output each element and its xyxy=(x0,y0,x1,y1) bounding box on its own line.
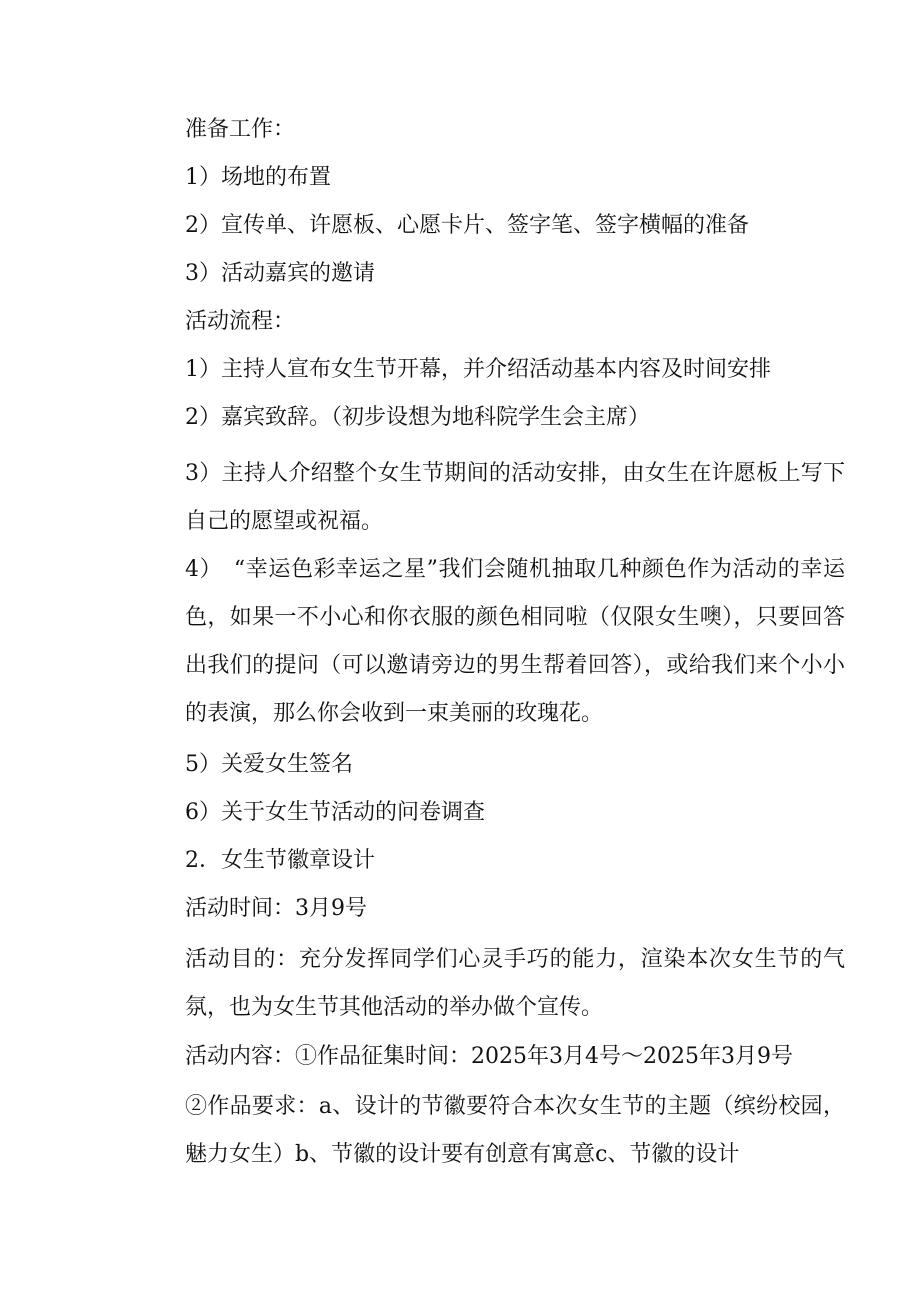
list-item: 5）关爱女生签名 xyxy=(185,752,353,777)
heading-process: 活动流程： xyxy=(185,309,296,334)
heading-preparation: 准备工作： xyxy=(185,117,296,142)
activity-content: 活动内容：①作品征集时间：2025年3月4号～2025年3月9号 xyxy=(185,1044,793,1069)
activity-purpose: 活动目的：充分发挥同学们心灵手巧的能力，渲染本次女生节的气氛，也为女生节其他活动的举办做个宣传。 xyxy=(185,947,845,1020)
list-item: 4） “幸运色彩幸运之星”我们会随机抽取几种颜色作为活动的幸运色，如果一不小心和你衣服的颜色相同啦（仅限女生噢），只要回答出我们的提问（可以邀请旁边的男生帮着回答），或给我们来个小小的表演，那么你会收到一束美丽的玫瑰花。 xyxy=(185,557,845,726)
list-item: 1）主持人宣布女生节开幕，并介绍活动基本内容及时间安排 xyxy=(185,357,771,382)
list-item: 2）宣传单、许愿板、心愿卡片、签字笔、签字横幅的准备 xyxy=(185,213,749,238)
activity-time: 活动时间：3月9号 xyxy=(185,896,367,921)
list-item: 6）关于女生节活动的问卷调查 xyxy=(185,800,485,825)
work-requirements: ②作品要求：a、设计的节徽要符合本次女生节的主题（缤纷校园，魅力女生）b、节徽的设计要有创意有寓意c、节徽的设计 xyxy=(185,1094,845,1167)
list-item: 2）嘉宾致辞。（初步设想为地科院学生会主席） xyxy=(185,405,650,430)
list-item: 3）活动嘉宾的邀请 xyxy=(185,261,375,286)
list-item: 3）主持人介绍整个女生节期间的活动安排，由女生在许愿板上写下自己的愿望或祝福。 xyxy=(185,461,845,534)
list-item: 1）场地的布置 xyxy=(185,165,331,190)
section-heading: 2．女生节徽章设计 xyxy=(185,848,375,873)
